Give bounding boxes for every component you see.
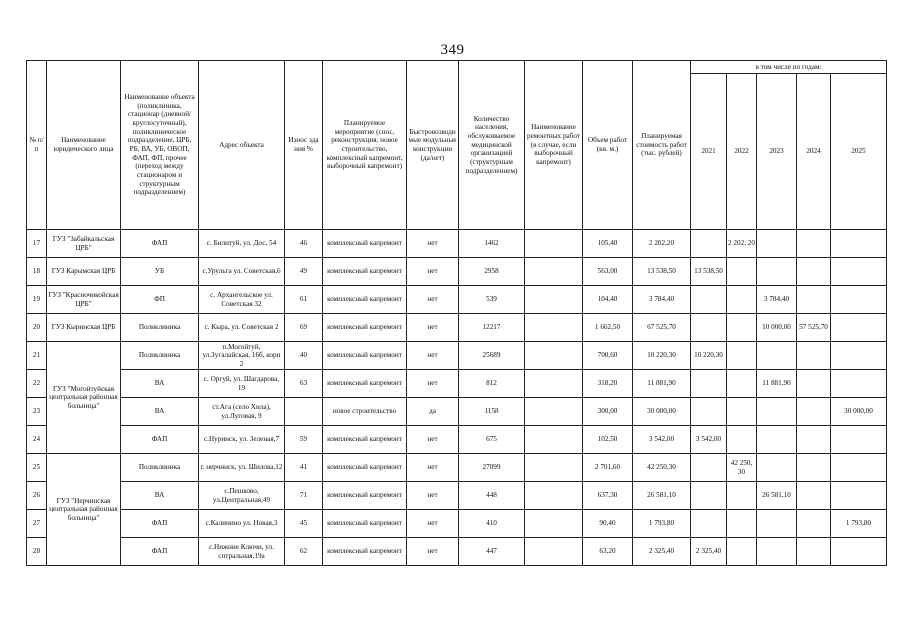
modular: нет <box>407 370 459 398</box>
table-row <box>27 398 887 426</box>
cost-2024 <box>797 230 831 258</box>
cost-2024 <box>797 370 831 398</box>
cost-2022 <box>727 426 757 454</box>
header-year-2025: 2025 <box>831 74 887 230</box>
header-volume: Объем работ (кв. м.) <box>583 61 633 230</box>
object-address: с.Пешково, ул.Центральная,49 <box>199 482 285 510</box>
volume: 105,40 <box>583 230 633 258</box>
cost-2023: 26 581,10 <box>757 482 797 510</box>
wear-percent <box>285 398 323 426</box>
object-type: ВА <box>121 370 199 398</box>
row-number: 20 <box>27 314 47 342</box>
object-address: г. нерчинск, ул. Шилова,12 <box>199 454 285 482</box>
cost-2021 <box>691 454 727 482</box>
volume: 563,00 <box>583 258 633 286</box>
modular: нет <box>407 314 459 342</box>
population: 1462 <box>459 230 525 258</box>
object-type: ВА <box>121 398 199 426</box>
repair-plan-table <box>26 60 887 566</box>
volume: 90,40 <box>583 510 633 538</box>
modular: нет <box>407 286 459 314</box>
object-type: ФАП <box>121 230 199 258</box>
volume: 2 701,60 <box>583 454 633 482</box>
object-address: с.Урульга ул. Советская,6 <box>199 258 285 286</box>
cost-2023 <box>757 454 797 482</box>
cost-2023: 3 784,40 <box>757 286 797 314</box>
table-row <box>27 230 887 258</box>
cost-2024 <box>797 510 831 538</box>
cost: 3 784,40 <box>633 286 691 314</box>
repair-name <box>525 258 583 286</box>
row-number: 17 <box>27 230 47 258</box>
cost-2025 <box>831 370 887 398</box>
header-planned-measure: Планируемое мероприятие (снос, реконструкция, новое строительство, комплексный капремонт, выборочный капремонт) <box>323 61 407 230</box>
cost-2025 <box>831 482 887 510</box>
row-number: 24 <box>27 426 47 454</box>
modular: нет <box>407 454 459 482</box>
cost: 3 542,00 <box>633 426 691 454</box>
object-type: ФП <box>121 286 199 314</box>
cost-2023 <box>757 538 797 566</box>
row-number: 18 <box>27 258 47 286</box>
legal-entity-group: ГУЗ "Могойтуйская центральная районная больница" <box>47 342 121 454</box>
cost-2021 <box>691 370 727 398</box>
table-row <box>27 258 887 286</box>
cost-2025 <box>831 426 887 454</box>
repair-name <box>525 286 583 314</box>
cost-2025 <box>831 230 887 258</box>
population: 27099 <box>459 454 525 482</box>
object-type: Поликлиника <box>121 314 199 342</box>
row-number: 21 <box>27 342 47 370</box>
population: 539 <box>459 286 525 314</box>
header-legal-entity: Наименование юридического лица <box>47 61 121 230</box>
header-cost: Планируемая стоимость работ (тыс. рублей) <box>633 61 691 230</box>
cost-2023: 10 000,00 <box>757 314 797 342</box>
table-row <box>27 426 887 454</box>
volume: 104,40 <box>583 286 633 314</box>
repair-name <box>525 454 583 482</box>
table-row <box>27 286 887 314</box>
table-row <box>27 342 887 370</box>
object-address: с.Нижние Ключи, ул. сптральная,19а <box>199 538 285 566</box>
cost-2025 <box>831 258 887 286</box>
repair-name <box>525 314 583 342</box>
cost: 67 525,70 <box>633 314 691 342</box>
population: 675 <box>459 426 525 454</box>
cost-2025 <box>831 314 887 342</box>
repair-name <box>525 538 583 566</box>
cost-2021: 13 538,50 <box>691 258 727 286</box>
cost: 26 581,10 <box>633 482 691 510</box>
cost: 2 325,40 <box>633 538 691 566</box>
header-wear: Износ зда ния % <box>285 61 323 230</box>
row-number: 25 <box>27 454 47 482</box>
cost-2022 <box>727 286 757 314</box>
header-address: Адрес объекта <box>199 61 285 230</box>
legal-entity: ГУЗ "Красночикойская ЦРБ" <box>47 286 121 314</box>
modular: нет <box>407 426 459 454</box>
cost: 2 202,20 <box>633 230 691 258</box>
population: 812 <box>459 370 525 398</box>
wear-percent: 59 <box>285 426 323 454</box>
cost-2021 <box>691 230 727 258</box>
page-number: 349 <box>440 42 465 58</box>
wear-percent: 49 <box>285 258 323 286</box>
row-number: 19 <box>27 286 47 314</box>
population: 1158 <box>459 398 525 426</box>
volume: 102,50 <box>583 426 633 454</box>
cost-2021 <box>691 286 727 314</box>
planned-measure: комплексный капремонт <box>323 482 407 510</box>
wear-percent: 62 <box>285 538 323 566</box>
wear-percent: 61 <box>285 286 323 314</box>
header-repair-name: Наименование ремонтных работ (в случае, если выборочный капремонт) <box>525 61 583 230</box>
object-address: с.Нуринск, ул. Зеленая,7 <box>199 426 285 454</box>
cost-2025: 1 793,80 <box>831 510 887 538</box>
object-type: Поликлиника <box>121 454 199 482</box>
modular: нет <box>407 538 459 566</box>
row-number: 26 <box>27 482 47 510</box>
table-row <box>27 538 887 566</box>
header-year-2024: 2024 <box>797 74 831 230</box>
legal-entity: ГУЗ "Забайкальская ЦРБ" <box>47 230 121 258</box>
cost-2021: 2 325,40 <box>691 538 727 566</box>
wear-percent: 45 <box>285 510 323 538</box>
cost-2024 <box>797 342 831 370</box>
cost-2022 <box>727 482 757 510</box>
modular: нет <box>407 258 459 286</box>
wear-percent: 63 <box>285 370 323 398</box>
legal-entity-group: ГУЗ "Нерчинская центральная районная больница" <box>47 454 121 566</box>
planned-measure: комплексный капремонт <box>323 342 407 370</box>
modular: нет <box>407 230 459 258</box>
object-type: ФАП <box>121 426 199 454</box>
object-address: с. Архангельское ул. Советская 32 <box>199 286 285 314</box>
row-number: 23 <box>27 398 47 426</box>
planned-measure: комплексный капремонт <box>323 538 407 566</box>
cost-2024 <box>797 454 831 482</box>
row-number: 27 <box>27 510 47 538</box>
cost-2025 <box>831 286 887 314</box>
volume: 318,20 <box>583 370 633 398</box>
population: 410 <box>459 510 525 538</box>
cost-2025 <box>831 342 887 370</box>
planned-measure: комплексный капремонт <box>323 510 407 538</box>
object-address: с.Калинино ул. Новая,3 <box>199 510 285 538</box>
cost: 42 250,30 <box>633 454 691 482</box>
cost-2022 <box>727 370 757 398</box>
repair-name <box>525 230 583 258</box>
cost-2021 <box>691 510 727 538</box>
planned-measure: комплексный капремонт <box>323 426 407 454</box>
volume: 300,00 <box>583 398 633 426</box>
volume: 637,30 <box>583 482 633 510</box>
cost: 11 881,90 <box>633 370 691 398</box>
cost-2024 <box>797 258 831 286</box>
cost-2023: 11 881,90 <box>757 370 797 398</box>
cost-2023 <box>757 342 797 370</box>
repair-name <box>525 510 583 538</box>
cost-2024: 57 525,70 <box>797 314 831 342</box>
object-type: ВА <box>121 482 199 510</box>
cost-2022 <box>727 258 757 286</box>
cost-2023 <box>757 398 797 426</box>
legal-entity: ГУЗ Кыринская ЦРБ <box>47 314 121 342</box>
cost-2021 <box>691 482 727 510</box>
wear-percent: 71 <box>285 482 323 510</box>
cost: 1 793,80 <box>633 510 691 538</box>
object-address: ст.Ага (село Хила), ул.Луговая, 9 <box>199 398 285 426</box>
cost-2025 <box>831 454 887 482</box>
cost-2024 <box>797 538 831 566</box>
cost: 13 538,50 <box>633 258 691 286</box>
cost-2024 <box>797 426 831 454</box>
cost-2025 <box>831 538 887 566</box>
cost-2022: 42 250, 30 <box>727 454 757 482</box>
cost-2021 <box>691 314 727 342</box>
cost-2025: 30 000,00 <box>831 398 887 426</box>
cost-2021: 3 542,00 <box>691 426 727 454</box>
modular: нет <box>407 482 459 510</box>
planned-measure: комплексный капремонт <box>323 370 407 398</box>
row-number: 22 <box>27 370 47 398</box>
planned-measure: комплексный капремонт <box>323 230 407 258</box>
cost-2022 <box>727 510 757 538</box>
wear-percent: 46 <box>285 230 323 258</box>
header-number: № п/п <box>27 61 47 230</box>
population: 447 <box>459 538 525 566</box>
table-row <box>27 482 887 510</box>
header-object: Наименование объекта (поликлиника, стационар (дневной/круглосуточный), поликлиническое подразделение, ЦРБ, РБ, ВА, УБ, ОВОП, ФАП, ФП, прочее (переход между стационаром и структурным подразделением) <box>121 61 199 230</box>
object-type: Поликлиника <box>121 342 199 370</box>
object-type: ФАП <box>121 538 199 566</box>
planned-measure: новое строительство <box>323 398 407 426</box>
header-years-group: в том числе по годам: <box>691 61 887 74</box>
header-year-2021: 2021 <box>691 74 727 230</box>
cost-2023 <box>757 510 797 538</box>
cost-2021: 10 220,30 <box>691 342 727 370</box>
cost-2022 <box>727 314 757 342</box>
repair-name <box>525 482 583 510</box>
cost-2023 <box>757 426 797 454</box>
population: 2958 <box>459 258 525 286</box>
cost-2021 <box>691 398 727 426</box>
cost-2022 <box>727 398 757 426</box>
planned-measure: комплексный капремонт <box>323 314 407 342</box>
cost-2022 <box>727 342 757 370</box>
object-address: с. Кыра, ул. Советская 2 <box>199 314 285 342</box>
volume: 1 662,50 <box>583 314 633 342</box>
object-address: с. Оргуй, ул. Шагдарова, 19 <box>199 370 285 398</box>
population: 12217 <box>459 314 525 342</box>
volume: 700,60 <box>583 342 633 370</box>
repair-name <box>525 426 583 454</box>
header-population: Количество населения, обслуживаемое медицинской организацией (структурным подразделением) <box>459 61 525 230</box>
cost: 10 220,30 <box>633 342 691 370</box>
cost-2022: 2 202, 20 <box>727 230 757 258</box>
wear-percent: 69 <box>285 314 323 342</box>
modular: да <box>407 398 459 426</box>
legal-entity: ГУЗ Карымская ЦРБ <box>47 258 121 286</box>
cost-2023 <box>757 230 797 258</box>
wear-percent: 41 <box>285 454 323 482</box>
planned-measure: комплексный капремонт <box>323 454 407 482</box>
wear-percent: 40 <box>285 342 323 370</box>
object-address: п.Могойтуй, ул.Зугалайская, 16б, корп 2 <box>199 342 285 370</box>
object-type: ФАП <box>121 510 199 538</box>
population: 448 <box>459 482 525 510</box>
cost-2024 <box>797 286 831 314</box>
repair-name <box>525 398 583 426</box>
cost-2024 <box>797 482 831 510</box>
modular: нет <box>407 510 459 538</box>
object-type: УБ <box>121 258 199 286</box>
object-address: с. Билитуй, ул. Дос, 54 <box>199 230 285 258</box>
table-row <box>27 314 887 342</box>
row-number: 28 <box>27 538 47 566</box>
header-year-2022: 2022 <box>727 74 757 230</box>
repair-name <box>525 342 583 370</box>
table-row <box>27 370 887 398</box>
repair-name <box>525 370 583 398</box>
population: 25689 <box>459 342 525 370</box>
planned-measure: комплексный капремонт <box>323 258 407 286</box>
header-modular: Быстровозводимые модульные конструкции (да/нет) <box>407 61 459 230</box>
header-year-2023: 2023 <box>757 74 797 230</box>
planned-measure: комплексный капремонт <box>323 286 407 314</box>
modular: нет <box>407 342 459 370</box>
cost-2023 <box>757 258 797 286</box>
volume: 63,20 <box>583 538 633 566</box>
table-row <box>27 454 887 482</box>
cost-2024 <box>797 398 831 426</box>
cost: 30 000,00 <box>633 398 691 426</box>
cost-2022 <box>727 538 757 566</box>
table-row <box>27 510 887 538</box>
